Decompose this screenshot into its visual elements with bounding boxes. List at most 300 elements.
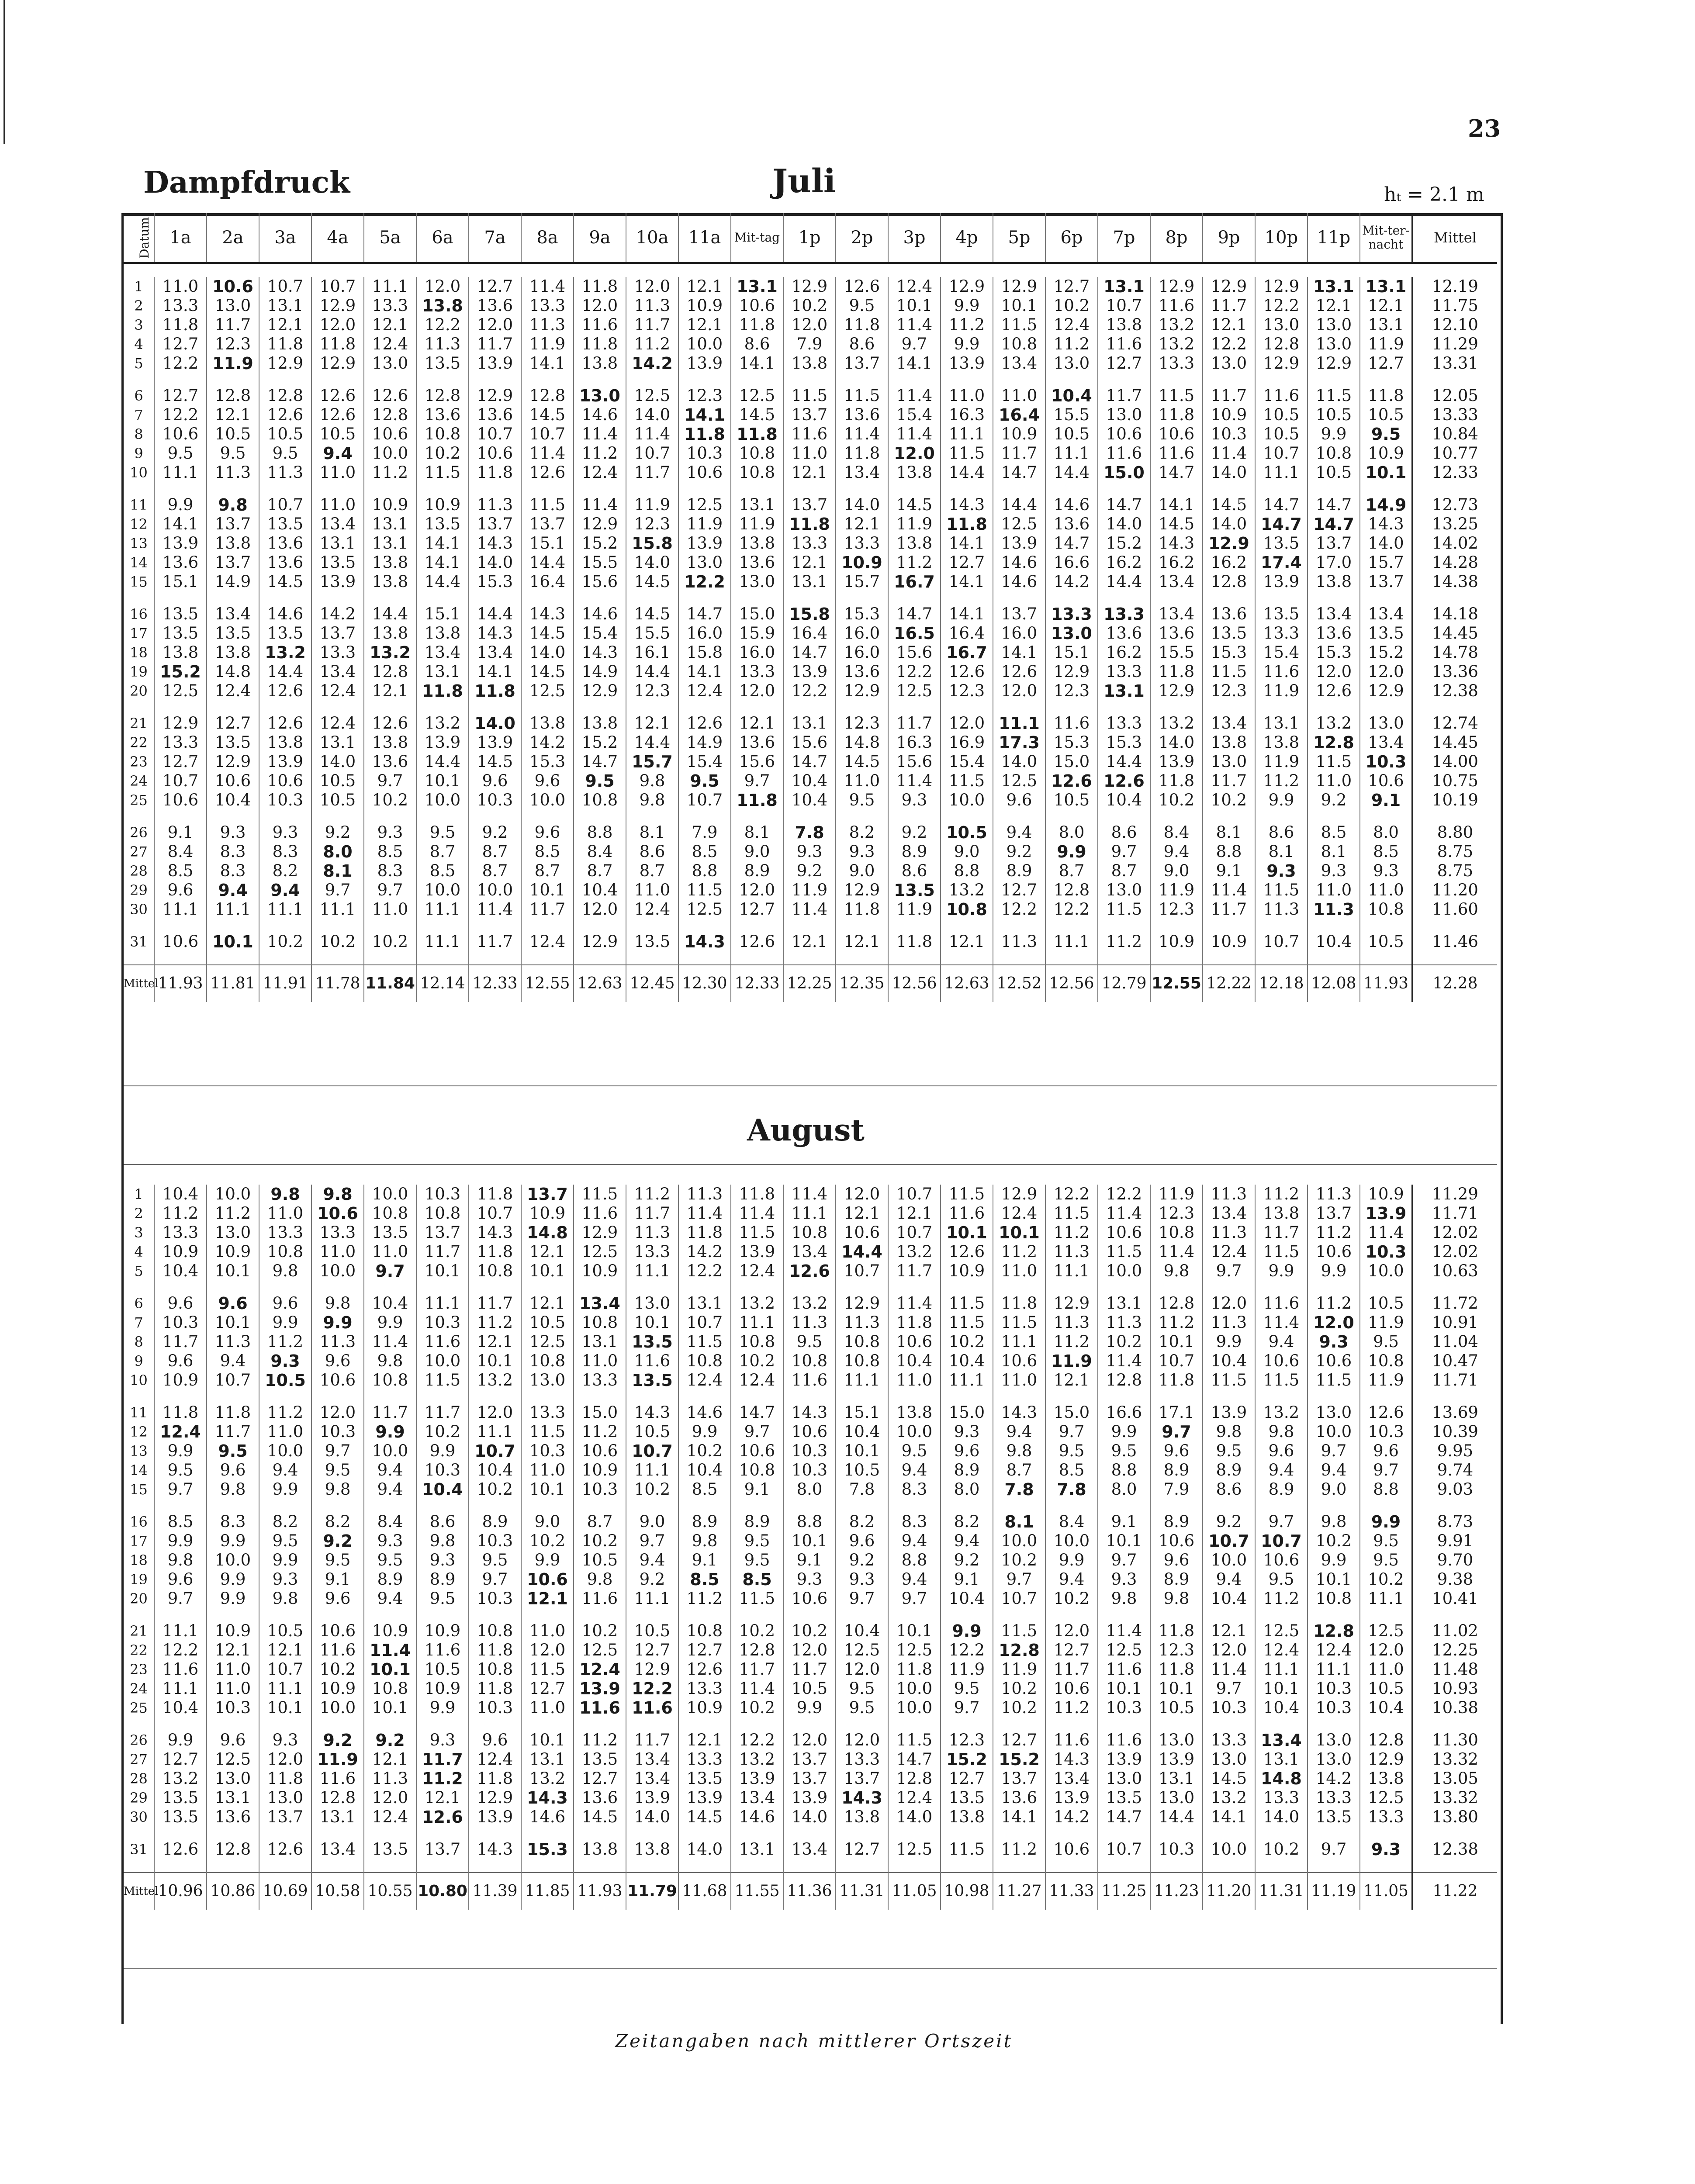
hourly-mean-cell: 11.23	[1150, 1873, 1203, 1910]
value-cell: 8.5	[364, 842, 416, 861]
value-cell: 12.0	[259, 1750, 311, 1769]
value-cell: 13.2	[783, 1294, 836, 1313]
value-cell: 10.1	[783, 1531, 836, 1551]
value-cell: 8.9	[941, 1461, 993, 1480]
value-cell: 12.5	[574, 1641, 626, 1660]
value-cell: 11.9	[207, 354, 259, 373]
value-cell: 13.1	[783, 572, 836, 591]
value-cell: 12.1	[678, 1731, 731, 1750]
value-cell: 8.9	[993, 861, 1045, 881]
value-cell: 15.6	[888, 752, 941, 771]
value-cell: 13.8	[364, 624, 416, 643]
value-cell: 11.5	[888, 1731, 941, 1750]
value-cell: 11.1	[626, 1461, 678, 1480]
date-cell: 3	[134, 1224, 143, 1241]
value-cell: 13.1	[416, 662, 469, 681]
value-cell: 12.0	[364, 1788, 416, 1807]
value-cell: 8.1	[1308, 842, 1360, 861]
value-cell: 12.6	[783, 1261, 836, 1281]
hourly-mean-cell: 12.55	[1150, 965, 1203, 1002]
value-cell: 12.0	[1203, 1294, 1255, 1313]
value-cell: 11.4	[364, 1332, 416, 1351]
value-cell: 14.7	[1255, 515, 1308, 534]
value-cell: 16.0	[836, 643, 888, 662]
value-cell: 9.9	[678, 1422, 731, 1441]
value-cell: 12.7	[1098, 354, 1150, 373]
value-cell: 13.7	[416, 1223, 469, 1242]
value-cell: 14.4	[469, 605, 521, 624]
value-cell: 13.5	[1098, 1788, 1150, 1807]
date-cell: 11	[130, 497, 148, 513]
column-header: 10a	[626, 213, 678, 263]
value-cell: 10.7	[678, 791, 731, 810]
value-cell: 10.9	[154, 1242, 207, 1261]
value-cell: 14.5	[888, 495, 941, 515]
value-cell: 8.5	[416, 861, 469, 881]
value-cell: 10.5	[941, 823, 993, 842]
value-cell: 11.1	[941, 425, 993, 444]
value-cell: 12.7	[993, 881, 1045, 900]
value-cell: 11.7	[783, 1660, 836, 1679]
value-cell: 8.0	[941, 1480, 993, 1499]
value-cell: 12.3	[207, 335, 259, 354]
value-cell: 11.1	[1255, 463, 1308, 482]
value-cell: 10.1	[521, 1731, 574, 1750]
value-cell: 10.0	[364, 1441, 416, 1461]
value-cell: 10.2	[993, 1679, 1045, 1698]
value-cell: 13.0	[207, 296, 259, 315]
value-cell: 10.1	[521, 1480, 574, 1499]
value-cell: 10.9	[311, 1679, 364, 1698]
column-header: 8p	[1150, 213, 1203, 263]
value-cell: 13.9	[1098, 1750, 1150, 1769]
row-mean-cell: 14.18	[1412, 605, 1497, 624]
row-mean-cell: 13.31	[1412, 354, 1497, 373]
value-cell: 11.7	[1203, 771, 1255, 791]
value-cell: 10.3	[154, 1313, 207, 1332]
value-cell: 9.9	[1308, 1551, 1360, 1570]
value-cell: 10.8	[364, 1679, 416, 1698]
value-cell: 10.0	[416, 791, 469, 810]
value-cell: 12.3	[626, 681, 678, 701]
value-cell: 8.0	[1098, 1480, 1150, 1499]
value-cell: 9.5	[574, 771, 626, 791]
value-cell: 13.2	[364, 643, 416, 662]
value-cell: 12.0	[941, 714, 993, 733]
value-cell: 8.8	[783, 1512, 836, 1531]
value-cell: 13.0	[731, 572, 783, 591]
value-cell: 12.7	[1045, 277, 1098, 296]
value-cell: 13.5	[416, 354, 469, 373]
value-cell: 11.5	[678, 1332, 731, 1351]
value-cell: 14.6	[1045, 495, 1098, 515]
value-cell: 8.5	[154, 1512, 207, 1531]
value-cell: 14.7	[1308, 515, 1360, 534]
date-cell: 14	[130, 554, 148, 571]
value-cell: 14.1	[1150, 495, 1203, 515]
value-cell: 11.8	[678, 1223, 731, 1242]
value-cell: 12.1	[364, 681, 416, 701]
value-cell: 9.7	[1150, 1422, 1203, 1441]
column-header: 9a	[574, 213, 626, 263]
value-cell: 8.5	[1308, 823, 1360, 842]
value-cell: 10.8	[574, 791, 626, 810]
value-cell: 13.7	[416, 1840, 469, 1859]
value-cell: 11.4	[783, 1185, 836, 1204]
value-cell: 13.6	[1150, 624, 1203, 643]
value-cell: 13.5	[364, 1223, 416, 1242]
value-cell: 14.4	[1045, 463, 1098, 482]
value-cell: 11.4	[626, 425, 678, 444]
value-cell: 11.9	[888, 515, 941, 534]
table-row	[124, 823, 1497, 842]
value-cell: 13.9	[259, 752, 311, 771]
value-cell: 9.8	[1150, 1589, 1203, 1608]
value-cell: 13.0	[1203, 354, 1255, 373]
date-cell: 21	[130, 715, 148, 732]
value-cell: 9.4	[207, 1351, 259, 1371]
value-cell: 11.6	[1098, 1660, 1150, 1679]
value-cell: 11.2	[1098, 932, 1150, 951]
value-cell: 12.9	[469, 1788, 521, 1807]
column-header: Mit-ter-nacht	[1360, 213, 1412, 263]
value-cell: 11.6	[311, 1769, 364, 1788]
value-cell: 13.5	[154, 605, 207, 624]
value-cell: 12.1	[731, 714, 783, 733]
value-cell: 15.9	[731, 624, 783, 643]
value-cell: 11.6	[626, 1698, 678, 1717]
value-cell: 11.6	[311, 1641, 364, 1660]
value-cell: 11.8	[469, 1769, 521, 1788]
row-mean-cell: 13.32	[1412, 1750, 1497, 1769]
value-cell: 14.3	[1360, 515, 1412, 534]
value-cell: 14.7	[731, 1403, 783, 1422]
value-cell: 10.6	[1150, 1531, 1203, 1551]
value-cell: 11.1	[154, 900, 207, 919]
value-cell: 10.1	[416, 771, 469, 791]
value-cell: 9.4	[1150, 842, 1203, 861]
table-row	[124, 791, 1497, 810]
value-cell: 13.7	[836, 1769, 888, 1788]
value-cell: 14.0	[1203, 515, 1255, 534]
value-cell: 13.7	[783, 1750, 836, 1769]
value-cell: 13.0	[1045, 354, 1098, 373]
row-mean-cell: 11.04	[1412, 1332, 1497, 1351]
value-cell: 14.2	[1308, 1769, 1360, 1788]
value-cell: 12.1	[416, 1788, 469, 1807]
value-cell: 14.7	[678, 605, 731, 624]
value-cell: 13.7	[1308, 1204, 1360, 1223]
value-cell: 8.0	[311, 842, 364, 861]
value-cell: 10.8	[1150, 1223, 1203, 1242]
table-row	[124, 425, 1497, 444]
value-cell: 10.5	[574, 1551, 626, 1570]
value-cell: 11.6	[1255, 386, 1308, 405]
month-title-august: August	[747, 1113, 865, 1148]
value-cell: 10.2	[1308, 1531, 1360, 1551]
row-mean-cell: 14.02	[1412, 534, 1497, 553]
value-cell: 11.6	[574, 315, 626, 335]
value-cell: 14.0	[1098, 515, 1150, 534]
value-cell: 12.4	[993, 1204, 1045, 1223]
value-cell: 11.1	[154, 1679, 207, 1698]
value-cell: 10.8	[364, 1204, 416, 1223]
value-cell: 13.5	[154, 1788, 207, 1807]
value-cell: 12.3	[626, 515, 678, 534]
value-cell: 10.0	[993, 1531, 1045, 1551]
value-cell: 11.2	[993, 1242, 1045, 1261]
row-mean-cell: 14.38	[1412, 572, 1497, 591]
value-cell: 12.6	[993, 662, 1045, 681]
value-cell: 13.4	[469, 643, 521, 662]
value-cell: 13.6	[1203, 605, 1255, 624]
value-cell: 10.3	[416, 1461, 469, 1480]
value-cell: 11.2	[416, 1769, 469, 1788]
value-cell: 11.0	[207, 1660, 259, 1679]
value-cell: 11.0	[1360, 1660, 1412, 1679]
value-cell: 12.4	[731, 1261, 783, 1281]
value-cell: 14.3	[941, 495, 993, 515]
value-cell: 11.8	[311, 335, 364, 354]
value-cell: 8.7	[1045, 861, 1098, 881]
value-cell: 11.7	[416, 1750, 469, 1769]
hourly-mean-cell: 12.33	[731, 965, 783, 1002]
value-cell: 11.6	[783, 1371, 836, 1390]
value-cell: 11.1	[1045, 1261, 1098, 1281]
value-cell: 13.9	[678, 534, 731, 553]
value-cell: 10.7	[678, 1313, 731, 1332]
value-cell: 10.5	[1360, 405, 1412, 425]
table-juli	[124, 213, 1497, 1002]
value-cell: 9.3	[836, 1570, 888, 1589]
value-cell: 8.5	[1045, 1461, 1098, 1480]
value-cell: 11.5	[941, 771, 993, 791]
value-cell: 12.1	[836, 515, 888, 534]
value-cell: 13.2	[1150, 315, 1203, 335]
value-cell: 12.0	[626, 277, 678, 296]
value-cell: 12.1	[783, 553, 836, 572]
value-cell: 12.9	[311, 354, 364, 373]
value-cell: 14.5	[1203, 1769, 1255, 1788]
row-mean-cell: 11.71	[1412, 1371, 1497, 1390]
value-cell: 10.9	[574, 1461, 626, 1480]
value-cell: 13.8	[364, 553, 416, 572]
value-cell: 12.0	[836, 1660, 888, 1679]
value-cell: 10.5	[311, 771, 364, 791]
table-row	[124, 1840, 1497, 1859]
value-cell: 11.1	[626, 1589, 678, 1608]
value-cell: 12.9	[941, 277, 993, 296]
value-cell: 10.0	[941, 791, 993, 810]
value-cell: 14.6	[731, 1807, 783, 1827]
value-cell: 9.2	[888, 823, 941, 842]
table-row	[124, 1769, 1497, 1788]
value-cell: 8.0	[1360, 823, 1412, 842]
value-cell: 13.3	[1360, 1807, 1412, 1827]
value-cell: 9.5	[259, 1531, 311, 1551]
value-cell: 13.2	[1150, 714, 1203, 733]
value-cell: 12.8	[888, 1769, 941, 1788]
value-cell: 11.4	[836, 425, 888, 444]
value-cell: 11.8	[469, 1185, 521, 1204]
value-cell: 13.6	[469, 405, 521, 425]
value-cell: 12.0	[836, 1185, 888, 1204]
value-cell: 8.2	[311, 1512, 364, 1531]
value-cell: 10.2	[469, 1480, 521, 1499]
value-cell: 13.5	[364, 1840, 416, 1859]
value-cell: 13.8	[888, 463, 941, 482]
value-cell: 10.1	[521, 881, 574, 900]
value-cell: 10.3	[469, 1531, 521, 1551]
value-cell: 15.1	[836, 1403, 888, 1422]
table-row	[124, 386, 1497, 405]
value-cell: 15.2	[1360, 643, 1412, 662]
value-cell: 13.8	[1098, 315, 1150, 335]
value-cell: 10.5	[311, 791, 364, 810]
value-cell: 14.5	[731, 405, 783, 425]
date-cell: 12	[130, 1424, 148, 1440]
date-cell: 2	[134, 297, 143, 314]
value-cell: 13.7	[993, 605, 1045, 624]
value-cell: 12.6	[259, 714, 311, 733]
value-cell: 9.3	[259, 1570, 311, 1589]
value-cell: 11.0	[1360, 881, 1412, 900]
datum-header	[124, 213, 154, 263]
value-cell: 10.9	[1360, 444, 1412, 463]
value-cell: 8.6	[1203, 1480, 1255, 1499]
value-cell: 8.9	[469, 1512, 521, 1531]
value-cell: 13.3	[574, 1371, 626, 1390]
value-cell: 11.8	[836, 315, 888, 335]
value-cell: 11.4	[1098, 1351, 1150, 1371]
value-cell: 10.2	[1203, 791, 1255, 810]
value-cell: 12.6	[731, 932, 783, 951]
value-cell: 9.5	[416, 823, 469, 842]
value-cell: 14.1	[993, 643, 1045, 662]
value-cell: 14.4	[1098, 572, 1150, 591]
value-cell: 10.8	[1360, 900, 1412, 919]
value-cell: 14.5	[521, 624, 574, 643]
value-cell: 12.5	[888, 681, 941, 701]
value-cell: 11.0	[521, 1621, 574, 1641]
value-cell: 8.0	[1045, 823, 1098, 842]
row-mean-cell: 9.74	[1412, 1461, 1497, 1480]
value-cell: 13.8	[521, 714, 574, 733]
value-cell: 9.5	[1255, 1570, 1308, 1589]
value-cell: 10.6	[574, 1441, 626, 1461]
date-cell: 15	[130, 1481, 148, 1498]
value-cell: 11.1	[469, 1422, 521, 1441]
value-cell: 10.6	[311, 1621, 364, 1641]
value-cell: 12.0	[469, 315, 521, 335]
value-cell: 12.9	[783, 277, 836, 296]
column-header: 6p	[1045, 213, 1098, 263]
value-cell: 12.5	[207, 1750, 259, 1769]
value-cell: 9.9	[1360, 1512, 1412, 1531]
value-cell: 10.9	[941, 1261, 993, 1281]
value-cell: 10.8	[941, 900, 993, 919]
value-cell: 10.2	[521, 1531, 574, 1551]
value-cell: 13.1	[1255, 1750, 1308, 1769]
value-cell: 12.2	[678, 572, 731, 591]
value-cell: 10.4	[941, 1351, 993, 1371]
value-cell: 11.4	[731, 1204, 783, 1223]
value-cell: 12.0	[783, 1641, 836, 1660]
value-cell: 13.9	[1150, 752, 1203, 771]
value-cell: 14.3	[626, 1403, 678, 1422]
date-cell: 24	[130, 1680, 148, 1697]
value-cell: 9.7	[364, 1261, 416, 1281]
value-cell: 15.4	[574, 624, 626, 643]
value-cell: 11.2	[1150, 1313, 1203, 1332]
value-cell: 11.9	[993, 1660, 1045, 1679]
value-cell: 12.7	[521, 1679, 574, 1698]
value-cell: 12.8	[1045, 881, 1098, 900]
value-cell: 11.1	[1045, 444, 1098, 463]
date-cell: 9	[134, 445, 143, 462]
value-cell: 11.0	[154, 277, 207, 296]
value-cell: 10.6	[1098, 1223, 1150, 1242]
value-cell: 15.8	[678, 643, 731, 662]
value-cell: 9.3	[364, 1531, 416, 1551]
value-cell: 11.5	[993, 1313, 1045, 1332]
value-cell: 9.7	[993, 1570, 1045, 1589]
value-cell: 10.5	[207, 425, 259, 444]
hourly-mean-cell: 12.63	[941, 965, 993, 1002]
value-cell: 12.4	[731, 1371, 783, 1390]
value-cell: 8.1	[1255, 842, 1308, 861]
value-cell: 11.2	[207, 1204, 259, 1223]
row-mean-cell: 11.29	[1412, 335, 1497, 354]
value-cell: 8.2	[836, 1512, 888, 1531]
value-cell: 11.7	[626, 463, 678, 482]
value-cell: 11.0	[941, 386, 993, 405]
value-cell: 11.2	[1308, 1294, 1360, 1313]
row-mean-cell: 10.91	[1412, 1313, 1497, 1332]
value-cell: 10.9	[521, 1204, 574, 1223]
table-row	[124, 1660, 1497, 1679]
value-cell: 13.3	[521, 296, 574, 315]
hourly-mean-cell: 12.56	[888, 965, 941, 1002]
value-cell: 12.8	[1308, 733, 1360, 752]
value-cell: 13.1	[1255, 714, 1308, 733]
value-cell: 13.2	[1308, 714, 1360, 733]
value-cell: 8.9	[1150, 1512, 1203, 1531]
value-cell: 12.1	[678, 315, 731, 335]
value-cell: 12.0	[416, 277, 469, 296]
value-cell: 11.6	[626, 1351, 678, 1371]
date-cell: 13	[130, 535, 148, 552]
value-cell: 10.6	[993, 1351, 1045, 1371]
value-cell: 12.0	[574, 296, 626, 315]
value-cell: 14.2	[626, 354, 678, 373]
value-cell: 10.3	[1150, 1840, 1203, 1859]
value-cell: 14.1	[469, 662, 521, 681]
table-row	[124, 1531, 1497, 1551]
value-cell: 13.9	[941, 354, 993, 373]
value-cell: 13.7	[207, 515, 259, 534]
value-cell: 12.4	[574, 1660, 626, 1679]
value-cell: 12.9	[311, 296, 364, 315]
value-cell: 10.0	[469, 881, 521, 900]
value-cell: 14.0	[626, 405, 678, 425]
date-cell: 25	[130, 1700, 148, 1716]
value-cell: 10.5	[311, 425, 364, 444]
value-cell: 11.6	[1045, 1731, 1098, 1750]
value-cell: 9.9	[207, 1531, 259, 1551]
value-cell: 9.6	[521, 823, 574, 842]
value-cell: 9.9	[1045, 1551, 1098, 1570]
